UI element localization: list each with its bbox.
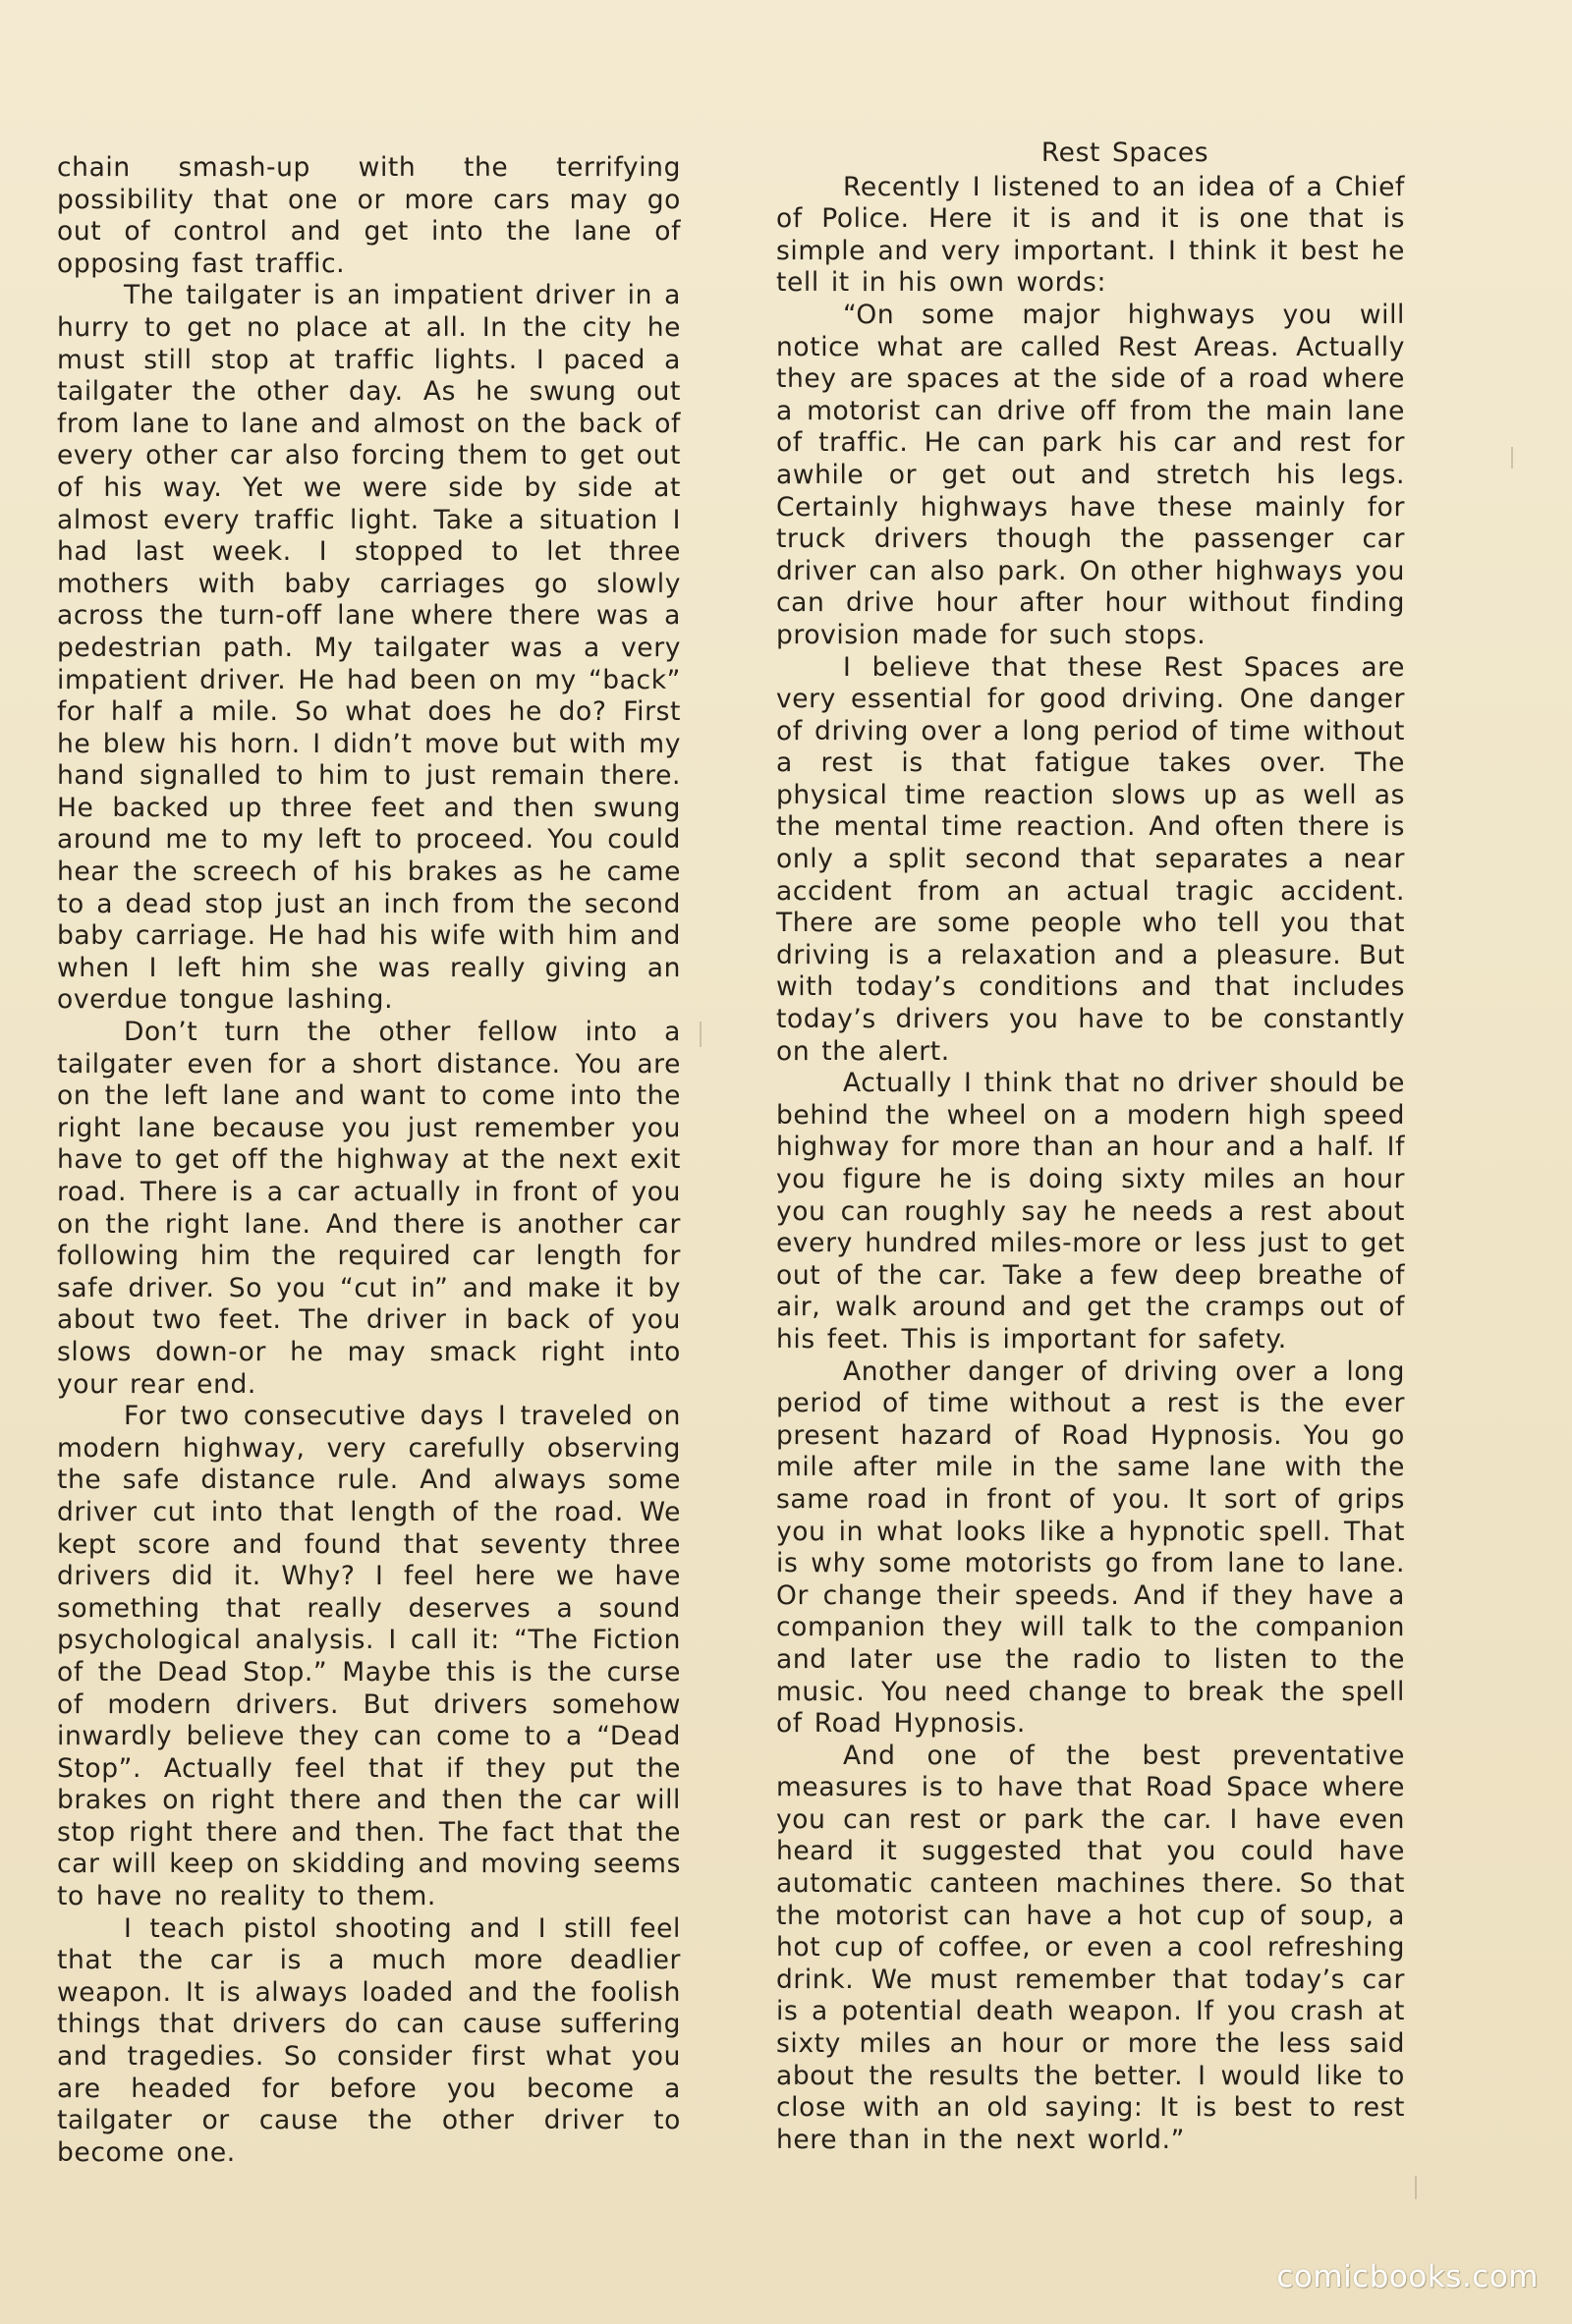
paragraph-dont-turn: Don’t turn the other fellow into a tailgater even for a short distance. You are on the left lane and want to come into the right lane because you just remember you have to get off the highway at the next exit road. There is a car actually in front of you on the right lane. And there is another car following him the required car length for safe driver. So you “cut in” and make it by about two feet. The driver in back of you slows down-or he may smack right into your rear end. [57,1017,681,1400]
paragraph-recently: Recently I listened to an idea of a Chief of Police. Here it is and it is one that is simple and very important. I think it best he tell it in his own words: [776,171,1405,299]
paper-scratch [1415,2176,1417,2199]
paragraph-road-hypnosis: Another danger of driving over a long period of time without a rest is the ever present hazard of Road Hypnosis. You go mile after mile in the same lane with the same road in front of you. It sort of grips you in what looks like a hypnotic spell. That is why some motorists go from lane to lane. Or change their speeds. And if they have a companion they will talk to the companion and later use the radio to listen to the music. You need change to break the spell of Road Hypnosis. [776,1356,1405,1740]
paragraph-pistol: I teach pistol shooting and I still feel that the car is a much more deadlier weapon. It is always loaded and the foolish things that drivers do can cause suffering and tragedies. So consider first what you are headed for before you become a tailgater or cause the other driver to become one. [57,1912,681,2168]
paper-scratch [700,1022,702,1047]
paragraph-chain-smash: chain smash-up with the terrifying possibility that one or more cars may go out of control and get into the lane of opposing fast traffic. [57,152,681,279]
paragraph-preventative: And one of the best preventative measures is to have that Road Space where you can rest or park the car. I have even heard it suggested that you could have automatic canteen machines there. So that the motorist can have a hot cup of soup, a hot cup of coffee, or even a cool refreshing drink. We must remember that today’s car is a potential death weapon. If you crash at sixty miles an hour or more the less said about the results the better. I would like to close with an old saying: It is best to rest here than in the next world.” [776,1740,1405,2155]
paragraph-hour-and-half: Actually I think that no driver should be behind the wheel on a modern high speed highway for more than an hour and a half. If you figure he is doing sixty miles an hour you can roughly say he needs a rest about every hundred miles-more or less just to get out of the car. Take a few deep breathe of air, walk around and get the cramps out of his feet. This is important for safety. [776,1068,1405,1355]
paragraph-tailgater: The tailgater is an impatient driver in a hurry to get no place at all. In the city he must still stop at traffic lights. I paced a tailgater the other day. As he swung out from lane to lane and almost on the back of every other car also forcing them to get out of his way. Yet we were side by side at almost every traffic light. Take a situation I had last week. I stopped to let three mothers with baby carriages go slowly across the turn-off lane where there was a pedestrian path. My tailgater was a very impatient driver. He had been on my “back” for half a mile. So what does he do? First he blew his horn. I didn’t move but with my hand signalled to him to just remain there. He backed up three feet and then swung around me to my left to proceed. You could hear the screech of his brakes as he came to a dead stop just an inch from the second baby carriage. He had his wife with him and when I left him she was really giving an overdue tongue lashing. [57,280,681,1016]
paragraph-essential: I believe that these Rest Spaces are very essential for good driving. One danger of driving over a long period of time without a rest is that fatigue takes over. The physical time reaction slows up as well as the mental time reaction. And often there is only a split second that separates a near accident from an actual tragic accident. There are some people who tell you that driving is a relaxation and a pleasure. But with today’s conditions and that includes today’s drivers you have to be constantly on the alert. [776,651,1405,1067]
watermark-logo: comicbooks.com [1276,2259,1539,2295]
paper-scratch [1511,447,1513,469]
left-column [57,152,681,2169]
right-column [776,138,1405,2156]
paragraph-rest-areas: “On some major highways you will notice what are called Rest Areas. Actually they are spaces at the side of a road where a motorist can drive off from the main lane of traffic. He can park his car and rest for awhile or get out and stretch his legs. Certainly highways have these mainly for truck drivers though the passenger car driver can also park. On other highways you can drive hour after hour without finding provision made for such stops. [776,299,1405,650]
paragraph-two-days: For two consecutive days I traveled on modern highway, very carefully observing the safe distance rule. And always some driver cut into that length of the road. We kept score and found that seventy three drivers did it. Why? I feel here we have something that really deserves a sound psychological analysis. I call it: “The Fiction of the Dead Stop.” Maybe this is the curse of modern drivers. But drivers somehow inwardly believe they can come to a “Dead Stop”. Actually feel that if they put the brakes on right there and then the car will stop right there and then. The fact that the car will keep on skidding and moving seems to have no reality to them. [57,1401,681,1912]
section-title: Rest Spaces [1040,138,1209,168]
